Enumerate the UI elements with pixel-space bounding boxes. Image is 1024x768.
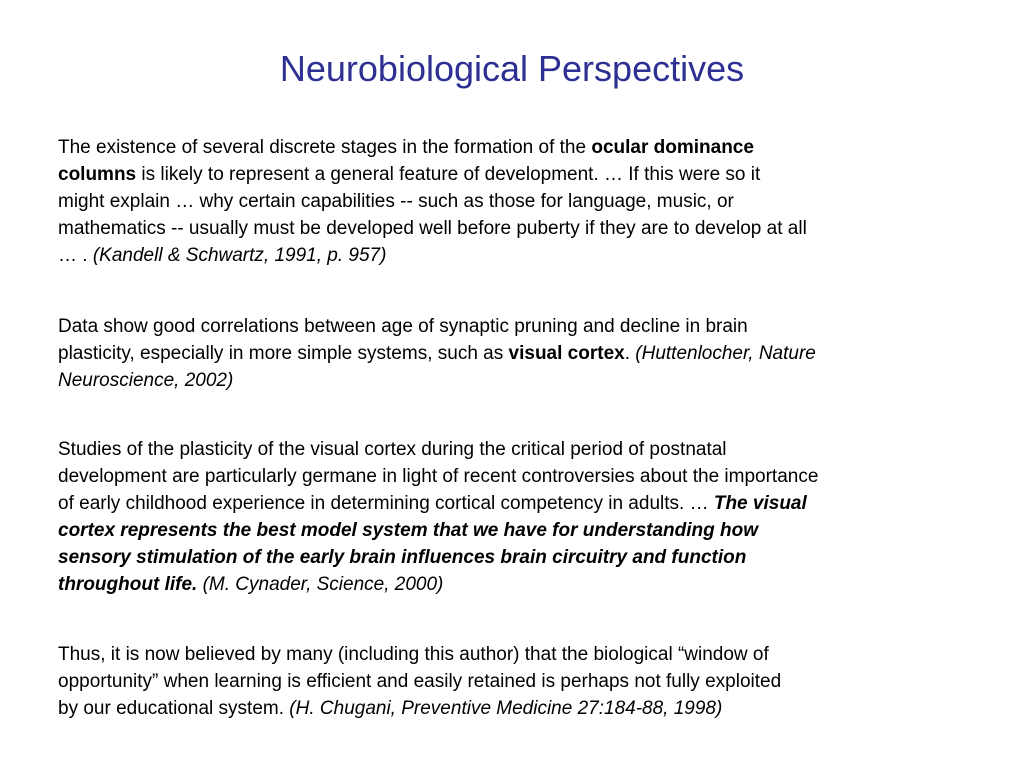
emphasis-text: The visual [713,493,807,514]
bold-term-ocular-dominance: ocular dominance [591,137,754,158]
text-segment: by our educational system. [58,698,290,719]
citation: (H. Chugani, Preventive Medicine 27:184-88, 1998) [289,698,723,719]
citation: (Kandell & Schwartz, 1991, p. 957) [92,245,387,266]
text-segment: opportunity” when learning is efficient and easily retained is perhaps not fully exploited [58,671,782,692]
text-segment: plasticity, especially in more simple systems, such as [58,343,509,364]
emphasis-text: throughout life. [58,574,198,595]
citation: (M. Cynader, Science, 2000) [197,574,444,595]
paragraph-cynader [58,436,973,598]
paragraph-kandell-quote [58,134,973,269]
bold-term-columns: columns [58,164,137,185]
text-segment: Thus, it is now believed by many (including this author) that the biological “window of [58,644,769,665]
text-segment: Studies of the plasticity of the visual cortex during the critical period of postnatal [58,439,727,460]
text-segment: . [624,343,636,364]
citation: (Huttenlocher, Nature [635,343,816,364]
text-segment: might explain … why certain capabilities -- such as those for language, music, or [58,191,734,212]
slide-title: Neurobiological Perspectives [279,48,745,89]
text-segment: … . [58,245,93,266]
citation: Neuroscience, 2002) [58,370,234,391]
text-segment: of early childhood experience in determining cortical competency in adults. … [58,493,714,514]
text-segment: Data show good correlations between age of synaptic pruning and decline in brain [58,316,748,337]
emphasis-text: cortex represents the best model system that we have for understanding how [58,520,759,541]
paragraph-huttenlocher [58,313,973,394]
text-segment: mathematics -- usually must be developed well before puberty if they are to develop at all [58,218,807,239]
bold-term-visual-cortex: visual cortex [508,343,625,364]
emphasis-text: sensory stimulation of the early brain influences brain circuitry and function [58,547,747,568]
text-segment: The existence of several discrete stages in the formation of the [58,137,592,158]
text-segment: development are particularly germane in light of recent controversies about the importance [58,466,819,487]
text-segment: is likely to represent a general feature of development. … If this were so it [136,164,761,185]
paragraph-chugani [58,641,973,722]
